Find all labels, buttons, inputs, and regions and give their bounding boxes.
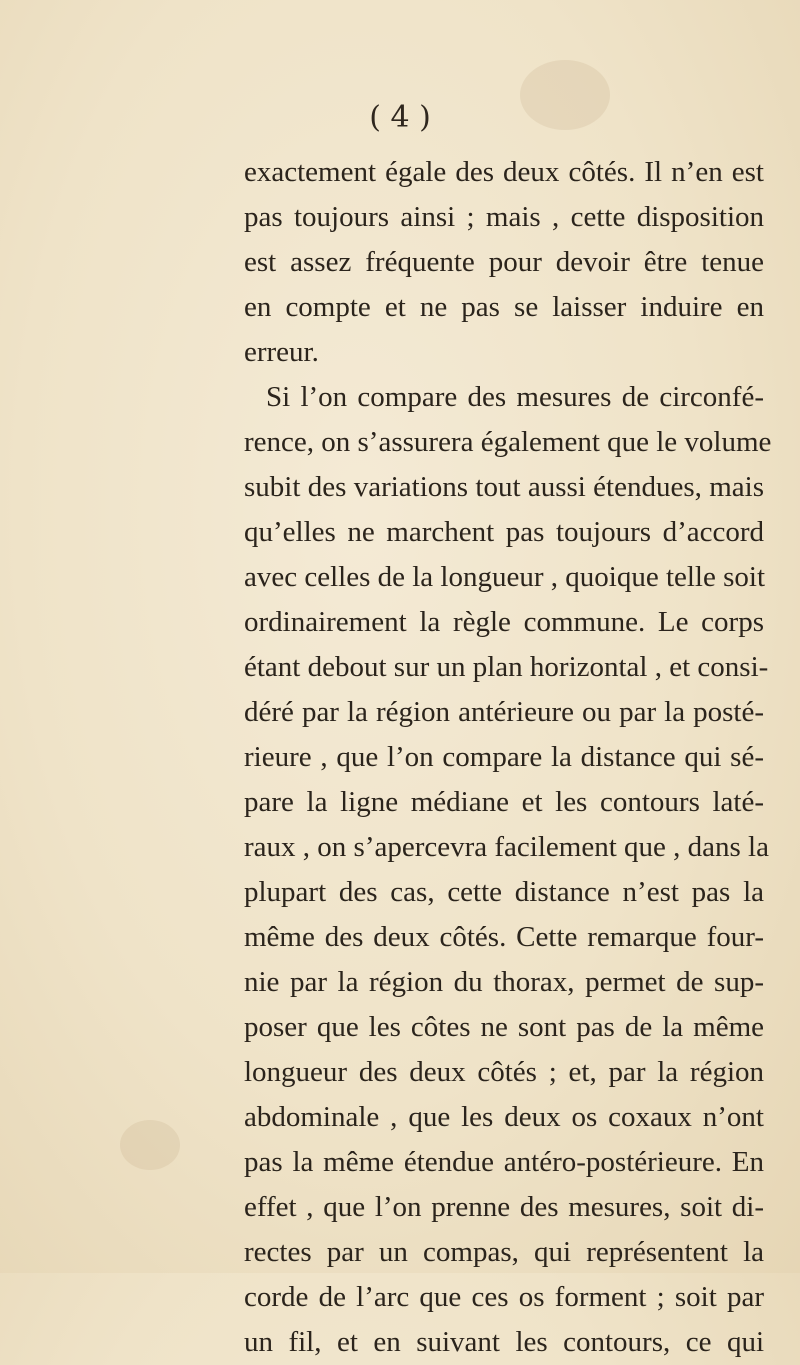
text-line: qu’elles ne marchent pas toujours d’accord <box>244 516 764 548</box>
text-line: avec celles de la longueur , quoique telle soit <box>244 561 766 593</box>
text-line: effet , que l’on prenne des mesures, soit di- <box>244 1191 764 1223</box>
text-line: longueur des deux côtés ; et, par la région <box>244 1056 764 1088</box>
body-text <box>244 150 772 1365</box>
text-line: rence, on s’assurera également que le volume <box>244 426 772 458</box>
text-line: rieure , que l’on compare la distance qui sé- <box>244 741 764 773</box>
text-line: est assez fréquente pour devoir être tenue <box>244 246 764 278</box>
text-line: raux , on s’apercevra facilement que , dans la <box>244 831 769 863</box>
text-line: étant debout sur un plan horizontal , et consi- <box>244 651 769 683</box>
text-line: corde de l’arc que ces os forment ; soit par <box>244 1281 764 1313</box>
paper-stain <box>120 1120 180 1170</box>
text-line: plupart des cas, cette distance n’est pas la <box>244 876 764 908</box>
text-line: pas la même étendue antéro-postérieure. En <box>244 1146 764 1178</box>
page-number: ( 4 ) <box>369 100 431 135</box>
text-line: en compte et ne pas se laisser induire en <box>244 291 764 323</box>
text-line: même des deux côtés. Cette remarque four- <box>244 921 764 953</box>
text-line: pare la ligne médiane et les contours laté- <box>244 786 764 818</box>
text-line: nie par la région du thorax, permet de sup- <box>244 966 764 998</box>
text-line: exactement égale des deux côtés. Il n’en est <box>244 156 764 188</box>
text-line: erreur. <box>244 336 319 368</box>
text-line: poser que les côtes ne sont pas de la même <box>244 1011 764 1043</box>
text-line: ordinairement la règle commune. Le corps <box>244 606 764 638</box>
text-line: rectes par un compas, qui représentent la <box>244 1236 764 1268</box>
text-line: abdominale , que les deux os coxaux n’ont <box>244 1101 764 1133</box>
text-line: pas toujours ainsi ; mais , cette disposition <box>244 201 764 233</box>
text-line: subit des variations tout aussi étendues, mais <box>244 471 764 503</box>
text-line: Si l’on compare des mesures de circonfé- <box>266 381 764 413</box>
text-line: déré par la région antérieure ou par la posté- <box>244 696 764 728</box>
text-line: un fil, et en suivant les contours, ce qui <box>244 1326 764 1358</box>
